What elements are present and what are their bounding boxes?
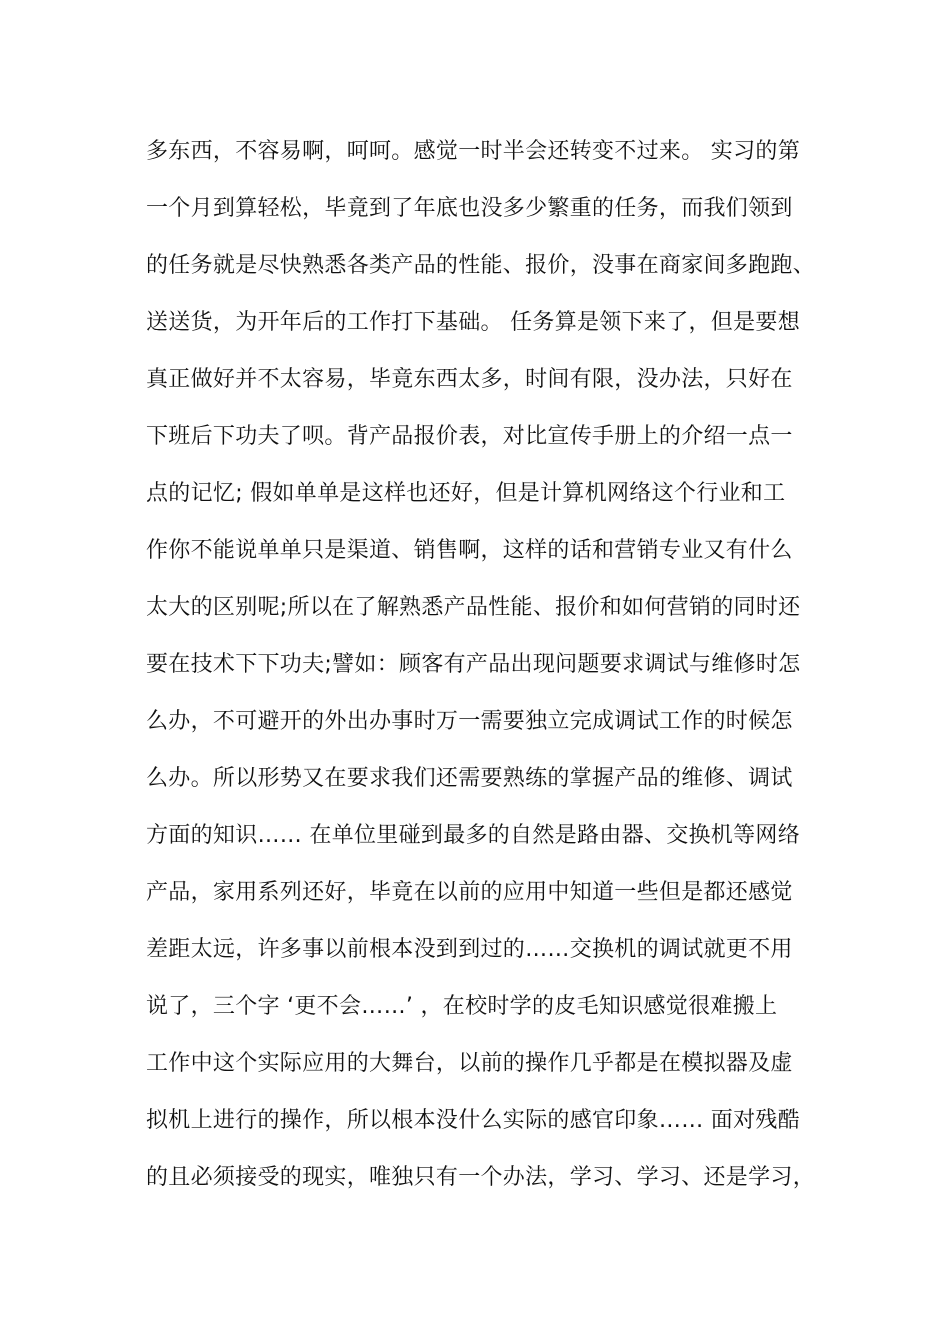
text-line: 下班后下功夫了呗。背产品报价表，对比宣传手册上的介绍一点一 <box>146 424 793 449</box>
text-line: 真正做好并不太容易，毕竟东西太多，时间有限，没办法，只好在 <box>146 367 793 392</box>
text-line: 产品，家用系列还好，毕竟在以前的应用中知道一些但是都还感觉 <box>146 880 793 905</box>
text-line: 的任务就是尽快熟悉各类产品的性能、报价，没事在商家间多跑跑、 <box>146 253 816 278</box>
text-line: 拟机上进行的操作，所以根本没什么实际的感官印象…… 面对残酷 <box>146 1108 800 1133</box>
text-line: 么办，不可避开的外出办事时万一需要独立完成调试工作的时候怎 <box>146 709 793 734</box>
text-line: 作你不能说单单只是渠道、销售啊，这样的话和营销专业又有什么 <box>146 538 793 563</box>
text-line: 差距太远，许多事以前根本没到到过的……交换机的调试就更不用 <box>146 937 793 962</box>
text-line: 工作中这个实际应用的大舞台，以前的操作几乎都是在模拟器及虚 <box>146 1051 793 1076</box>
text-line: 要在技术下下功夫;譬如：顾客有产品出现问题要求调试与维修时怎 <box>146 652 801 677</box>
text-line: 的且必须接受的现实，唯独只有一个办法，学习、学习、还是学习， <box>146 1165 816 1190</box>
text-line: 么办。所以形势又在要求我们还需要熟练的掌握产品的维修、调试 <box>146 766 793 791</box>
text-line: 送送货，为开年后的工作打下基础。 任务算是领下来了，但是要想 <box>146 310 800 335</box>
text-line: 点的记忆; 假如单单是这样也还好，但是计算机网络这个行业和工 <box>146 481 786 506</box>
text-line: 太大的区别呢;所以在了解熟悉产品性能、报价和如何营销的同时还 <box>146 595 801 620</box>
text-line: 方面的知识…… 在单位里碰到最多的自然是路由器、交换机等网络 <box>146 823 800 848</box>
text-line: 说了，三个字 ‘更不会……’ ，在校时学的皮毛知识感觉很难搬上 <box>146 994 778 1019</box>
text-line: 多东西，不容易啊，呵呵。感觉一时半会还转变不过来。 实习的第 <box>146 139 800 164</box>
text-line: 一个月到算轻松，毕竟到了年底也没多少繁重的任务，而我们领到 <box>146 196 793 221</box>
body-text <box>146 128 816 1211</box>
